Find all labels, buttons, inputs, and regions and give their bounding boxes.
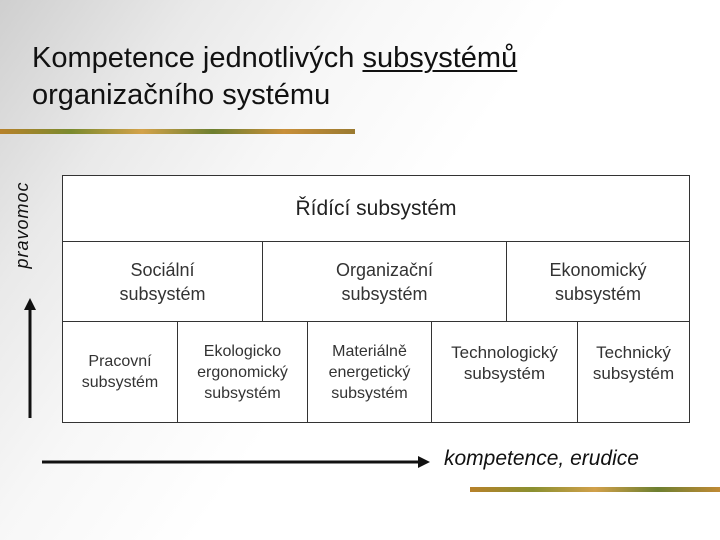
cell-line: Ekologicko — [203, 342, 282, 360]
subsystem-diagram — [62, 175, 690, 423]
cell-line: subsystém — [592, 364, 675, 383]
horizontal-axis-label: kompetence, erudice — [444, 447, 639, 470]
horizontal-arrowhead — [418, 456, 430, 468]
vertical-axis-label: pravomoc — [12, 181, 32, 269]
organizational-subsystem-cell — [263, 242, 507, 322]
cell-line: subsystém — [81, 374, 159, 391]
cell-line: Sociální — [130, 259, 195, 280]
vertical-arrowhead — [24, 298, 36, 310]
cell-line: Materiálně — [332, 342, 407, 360]
cell-line: subsystém — [554, 283, 642, 304]
cell-line: Technologický — [451, 343, 558, 362]
economic-subsystem-cell — [507, 242, 689, 322]
cell-line: Technický — [596, 343, 671, 362]
cell-line: subsystém — [119, 283, 206, 304]
cell-line: Pracovní — [88, 353, 152, 370]
cell-line: Ekonomický — [549, 259, 647, 280]
title-part1: Kompetence jednotlivých — [32, 42, 363, 74]
technical-subsystem-cell — [578, 322, 689, 422]
eco-ergonomic-subsystem-cell — [178, 322, 308, 422]
material-energy-subsystem-cell — [308, 322, 432, 422]
management-subsystem-label: Řídící subsystém — [295, 196, 457, 220]
cell-line: ergonomický — [197, 363, 288, 381]
cell-line: subsystém — [331, 384, 408, 402]
work-subsystem-cell — [63, 322, 178, 422]
cell-line: subsystém — [341, 283, 428, 304]
cell-line: Organizační — [335, 259, 434, 280]
title-underlined-word: subsystémů — [362, 42, 518, 74]
cell-line: subsystém — [204, 384, 281, 402]
management-subsystem-cell — [63, 176, 689, 242]
social-subsystem-cell — [63, 242, 263, 322]
technological-subsystem-cell — [432, 322, 578, 422]
cell-line: energetický — [328, 363, 411, 381]
title-line2: organizačního systému — [32, 79, 331, 111]
cell-line: subsystém — [463, 364, 546, 383]
